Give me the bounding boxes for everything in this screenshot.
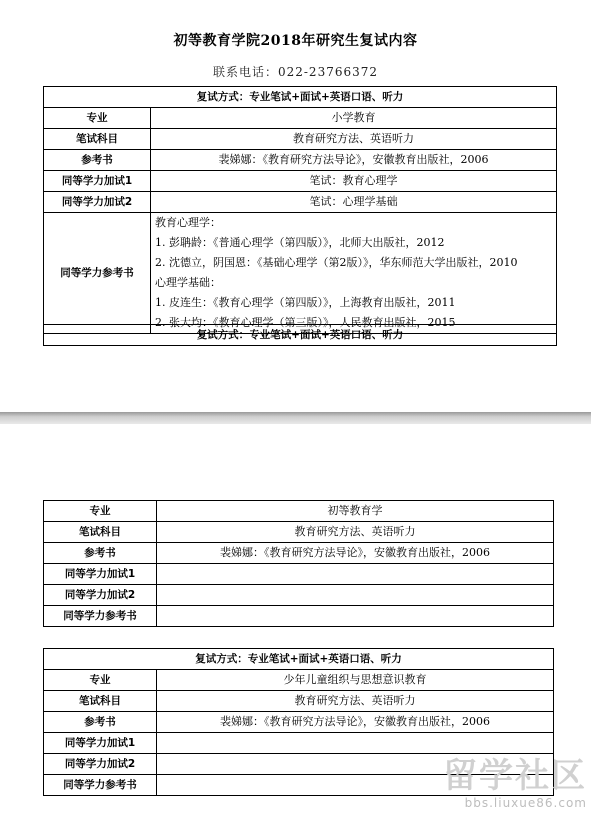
table-row [44,150,557,171]
exam-method-header: 复试方式：专业笔试+面试+英语口语、听力 [44,649,554,670]
program-table-method-only [43,324,557,346]
document-page-bottom [0,424,591,822]
extra-refs-line: 2. 张大均：《教育心理学（第三版）》，人民教育出版社，2015 [155,316,456,329]
page-separator [0,412,591,424]
extra-exam-1-label: 同等学力加试1 [44,171,151,192]
table-row [44,192,557,213]
extra-refs-line: 教育心理学： [155,216,221,229]
extra-exam-2-label: 同等学力加试2 [44,754,157,775]
extra-refs-label: 同等学力参考书 [44,775,157,796]
reference-book-value: 裴娣娜：《教育研究方法导论》，安徽教育出版社，2006 [157,712,554,733]
reference-book-value: 裴娣娜：《教育研究方法导论》，安徽教育出版社，2006 [157,543,554,564]
reference-book-label: 参考书 [44,712,157,733]
table-row [44,649,554,670]
written-subject-label: 笔试科目 [44,129,151,150]
written-subject-value: 教育研究方法、英语听力 [157,691,554,712]
extra-refs-line: 1. 皮连生：《教育心理学（第四版）》，上海教育出版社，2011 [155,296,456,309]
table-row [44,108,557,129]
major-label: 专业 [44,108,151,129]
extra-exam-2-label: 同等学力加试2 [44,585,157,606]
exam-method-header: 复试方式：专业笔试+面试+英语口语、听力 [44,87,557,108]
major-label: 专业 [44,501,157,522]
table-row [44,564,554,585]
reference-book-label: 参考书 [44,150,151,171]
watermark-logo-text: 留学社区 [443,756,587,796]
major-label: 专业 [44,670,157,691]
table-row [44,691,554,712]
table-row [44,171,557,192]
reference-book-label: 参考书 [44,543,157,564]
extra-refs-line: 1. 彭聃龄：《普通心理学（第四版）》，北师大出版社，2012 [155,236,445,249]
table-row [44,670,554,691]
program-table-primary-education [43,86,557,334]
contact-phone: 联系电话：022-23766372 [212,65,379,79]
table-row [44,712,554,733]
table-row [44,501,554,522]
table-row [44,585,554,606]
table-row [44,733,554,754]
extra-refs-line: 2. 沈德立，阴国恩：《基础心理学（第2版）》，华东师范大学出版社，2010 [155,256,518,269]
extra-refs-line: 心理学基础： [155,276,221,289]
table-row [44,606,554,627]
written-subject-value: 教育研究方法、英语听力 [157,522,554,543]
extra-exam-2-value [157,585,554,606]
extra-exam-1-value: 笔试：教育心理学 [151,171,557,192]
exam-method-header: 复试方式：专业笔试+面试+英语口语、听力 [44,325,557,346]
reference-book-value: 裴娣娜：《教育研究方法导论》，安徽教育出版社，2006 [151,150,557,171]
table-row [44,325,557,346]
written-subject-label: 笔试科目 [44,691,157,712]
program-table-elementary-education [43,500,554,627]
table-row [44,87,557,108]
extra-exam-1-label: 同等学力加试1 [44,564,157,585]
written-subject-label: 笔试科目 [44,522,157,543]
watermark-url: bbs.liuxue86.com [464,796,587,810]
extra-exam-1-value [157,564,554,585]
extra-exam-1-label: 同等学力加试1 [44,733,157,754]
table-row [44,129,557,150]
major-value: 初等教育学 [157,501,554,522]
table-row [44,543,554,564]
site-watermark [417,756,587,816]
extra-refs-value [157,606,554,627]
written-subject-value: 教育研究方法、英语听力 [151,129,557,150]
extra-refs-label: 同等学力参考书 [44,213,151,334]
table-row [44,522,554,543]
extra-exam-1-value [157,733,554,754]
extra-refs-label: 同等学力参考书 [44,606,157,627]
table-row [44,213,557,334]
document-title: 初等教育学院2018年研究生复试内容 [173,33,418,49]
extra-refs-value [151,213,557,334]
major-value: 少年儿童组织与思想意识教育 [157,670,554,691]
extra-exam-2-label: 同等学力加试2 [44,192,151,213]
extra-exam-2-value: 笔试：心理学基础 [151,192,557,213]
major-value: 小学教育 [151,108,557,129]
